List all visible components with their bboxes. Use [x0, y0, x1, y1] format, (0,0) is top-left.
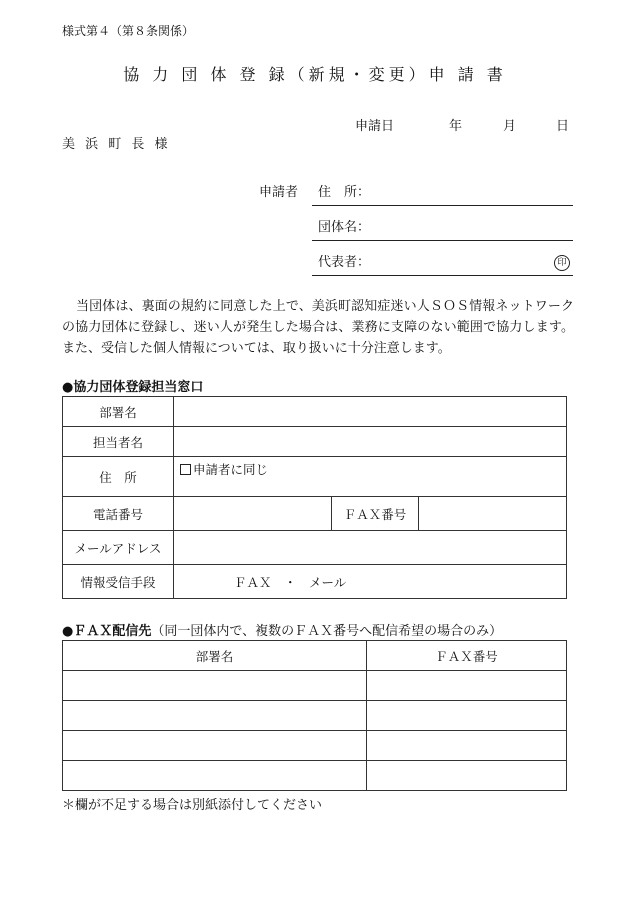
table-row: [63, 531, 567, 565]
table-row: [63, 497, 567, 531]
page-title: 協 力 団 体 登 録（新規・変更）申 請 書: [123, 65, 507, 84]
fax-dest-dept-cell[interactable]: [63, 761, 367, 791]
table-row: [63, 731, 567, 761]
date-month: 月: [503, 119, 517, 134]
fax-dest-heading-title: ●ＦＡＸ配信先: [62, 624, 152, 639]
form-reference: 様式第４（第８条関係）: [62, 24, 195, 38]
address-line: [312, 205, 573, 206]
contact-address-field[interactable]: [174, 457, 567, 497]
fax-dest-dept-cell[interactable]: [63, 701, 367, 731]
table-row: [63, 761, 567, 791]
seal-mark: 印: [554, 250, 570, 271]
method-label: 情報受信手段: [63, 565, 174, 599]
phone-label: 電話番号: [63, 497, 174, 531]
address-label: 住 所：: [318, 185, 371, 200]
fax-dest-heading: [62, 620, 502, 639]
agreement-paragraph: 当団体は、裏面の規約に同意した上で、美浜町認知症迷い人ＳＯＳ情報ネットワークの協力団体に登録し、迷い人が発生した場合は、業務に支障のない範囲で協力します。また、受信した個人情報については、取り扱いに十分注意します。: [62, 299, 574, 356]
date-label: 申請日: [355, 119, 395, 134]
org-name-line: [312, 240, 573, 241]
email-label: メールアドレス: [63, 531, 174, 565]
table-row: [63, 671, 567, 701]
org-name-label: 団体名：: [318, 220, 371, 235]
date-day: 日: [556, 119, 570, 134]
fax-dest-fax-cell[interactable]: [367, 761, 567, 791]
fax-dest-fax-cell[interactable]: [367, 701, 567, 731]
same-as-applicant-checkbox[interactable]: [180, 464, 191, 475]
person-label: 担当者名: [63, 427, 174, 457]
addressee: 美 浜 町 長 様: [62, 137, 171, 152]
phone-field[interactable]: [174, 497, 332, 531]
table-row: [63, 457, 567, 497]
representative-label: 代表者：: [318, 255, 371, 270]
fax-dest-fax-cell[interactable]: [367, 731, 567, 761]
contact-table: [62, 396, 567, 599]
footnote: ＊欄が不足する場合は別紙添付してください: [62, 798, 323, 813]
fax-dest-dept-cell[interactable]: [63, 731, 367, 761]
date-year: 年: [449, 119, 463, 134]
table-row: [63, 565, 567, 599]
table-row: [63, 427, 567, 457]
method-options[interactable]: ＦＡＸ ・ メール: [174, 565, 567, 599]
fax-field[interactable]: [419, 497, 567, 531]
contact-heading: ●協力団体登録担当窓口: [62, 380, 204, 395]
email-field[interactable]: [174, 531, 567, 565]
fax-label: ＦＡＸ番号: [332, 497, 419, 531]
fax-dest-table: [62, 640, 567, 791]
table-row: [63, 701, 567, 731]
dept-label: 部署名: [63, 397, 174, 427]
table-row: [63, 397, 567, 427]
table-header-row: [63, 641, 567, 671]
fax-dest-col-dept: 部署名: [63, 641, 367, 671]
fax-dest-dept-cell[interactable]: [63, 671, 367, 701]
person-field[interactable]: [174, 427, 567, 457]
representative-line: [312, 275, 573, 276]
dept-field[interactable]: [174, 397, 567, 427]
fax-dest-fax-cell[interactable]: [367, 671, 567, 701]
same-as-applicant-label: 申請者に同じ: [193, 462, 269, 477]
fax-dest-col-fax: ＦＡＸ番号: [367, 641, 567, 671]
applicant-label: 申請者: [259, 185, 299, 200]
fax-dest-heading-note: （同一団体内で、複数のＦＡＸ番号へ配信希望の場合のみ）: [151, 624, 503, 639]
contact-address-label: 住 所: [63, 457, 174, 497]
